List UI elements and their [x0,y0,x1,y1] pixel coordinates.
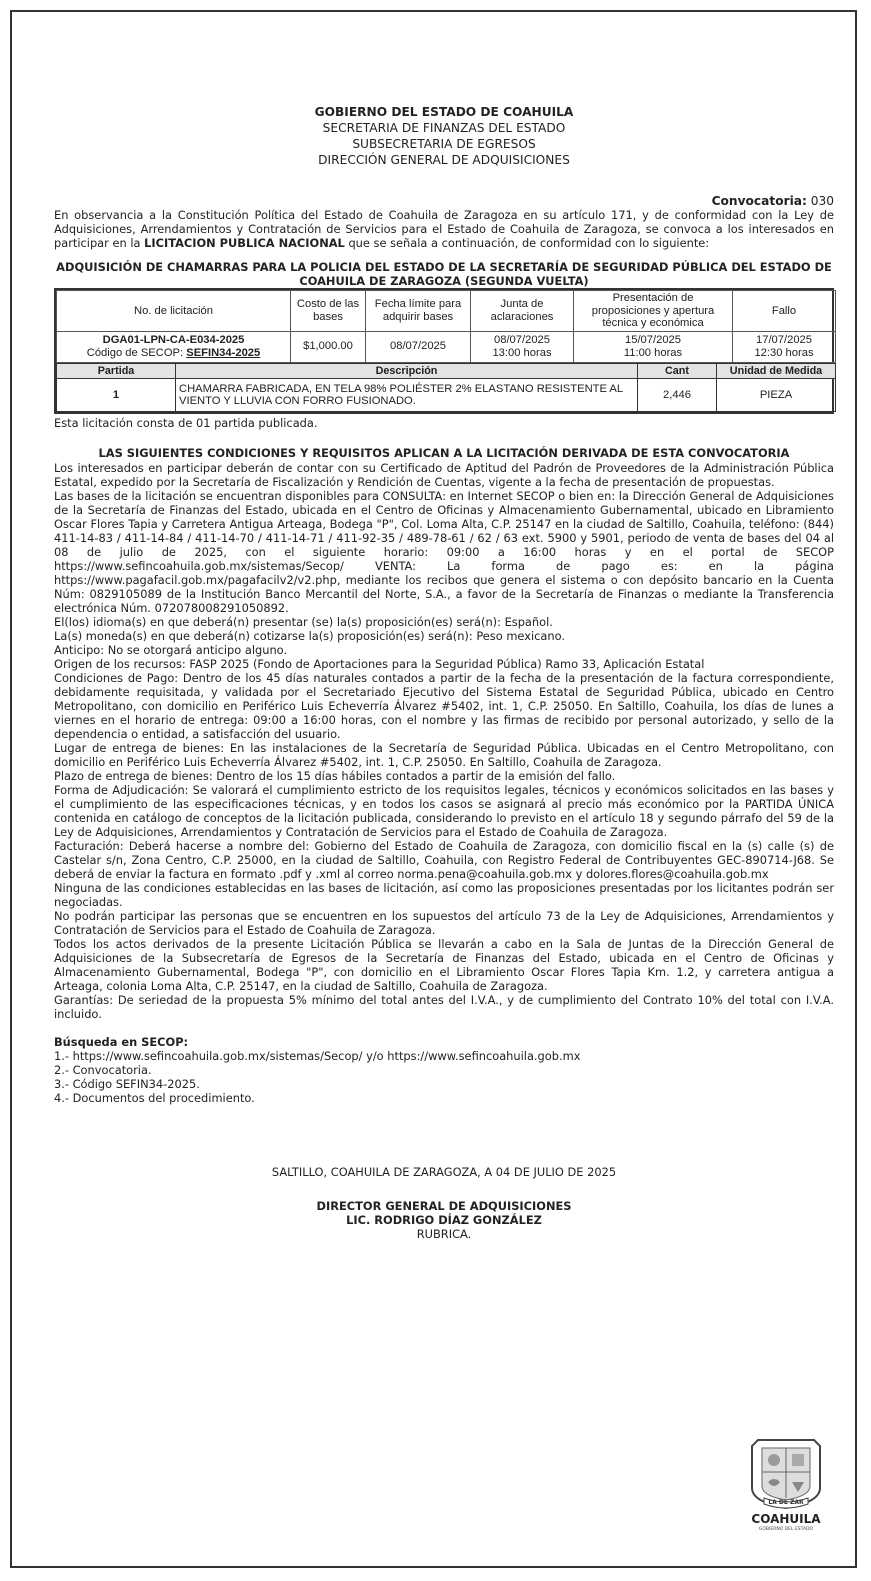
intro-text-end: que se señala a continuación, de conformidad con lo siguiente: [344,236,710,250]
items-table-row [57,379,836,412]
condition-paragraph: Plazo de entrega de bienes: Dentro de los 15 días hábiles contados a partir de la emisión del fallo. [54,769,616,783]
condition-paragraph: Forma de Adjudicación: Se valorará el cumplimiento estricto de los requisitos legales, técnicos y económicos solicitados en las bases y el cumplimiento de las especificaciones técnicas, y en todos los casos se asignará al precio más económico por la PARTIDA ÚNICA contenida en catálogo de conceptos de la licitación publicada, considerando lo previsto en el artículo 18 y segundo párrafo del 59 de la Ley de Adquisiciones, Arrendamientos y Contratación de Servicios para el Estado de Coahuila de Zaragoza. [54,783,834,839]
signature-title: DIRECTOR GENERAL DE ADQUISICIONES [316,1199,572,1213]
signature-name: LIC. RODRIGO DÍAZ GONZÁLEZ [346,1213,542,1227]
fallo-date: 17/07/2025 [756,334,812,346]
secop-search-item: 4.- Documentos del procedimiento. [54,1091,255,1105]
place-date: SALTILLO, COAHUILA DE ZARAGOZA, A 04 DE JULIO DE 2025 [271,1165,617,1179]
signature-block [54,1199,834,1241]
fecha-limite-cell: 08/07/2025 [366,331,471,362]
logo-subtext: GOBIERNO DEL ESTADO [758,1527,814,1532]
cantidad-cell: 2,446 [638,379,717,412]
condition-paragraph: Las bases de la licitación se encuentran disponibles para CONSULTA: en Internet SECOP o bien en: la Dirección General de Adquisiciones de la Secretaría de Finanzas del Estado, ubicada en el Centro de Oficinas y Almacenamiento Gubernamental, ubicado en Libramiento Oscar Flores Tapia y Carretera Antigua Arteaga, Bodega "P", Col. Loma Alta, C.P. 25147 en la ciudad de Saltillo, Coahuila, teléfono: (844) 411-14-83 / 411-14-84 / 411-14-70 / 411-14-71 / 411-92-35 / 489-78-61 / 62 / 63 ext. 5900 y 5901, periodo de venta de bases del 04 al 08 de julio de 2025, con el siguiente horario: 09:00 a 16:00 horas y en el portal de SECOP https://www.sefincoahuila.gob.mx/sistemas/Secop/ VENTA: La forma de pago es: en la página https://www.pagafacil.gob.mx/pagafacilv2/v2.php, mediante los recibos que genera el sistema o con depósito bancario en la Cuenta Núm: 0829105089 de la Institución Banco Mercantil del Norte, S.A., a favor de la Secretaría de Finanzas o mediante la Transferencia electrónica Núm. 072078008291050892. [54,489,834,615]
intro-text: En observancia a la Constitución Política del Estado de Coahuila de Zaragoza en su artículo 171, y de conformidad con la Ley de Adquisiciones, Arrendamientos y Contratación de Servicios para el Estado de Coahuila de Zaragoza, se convoca a los interesados en participar en la [54,208,834,250]
secop-search-item: 1.- https://www.sefincoahuila.gob.mx/sistemas/Secop/ y/o https://www.sefincoahuila.gob.mx [54,1049,581,1063]
condition-paragraph: Condiciones de Pago: Dentro de los 45 días naturales contados a partir de la fecha de la presentación de la factura correspondiente, debidamente requisitada, y validada por el Secretariado Ejecutivo del Sistema Estatal de Seguridad Pública, ubicado en Centro Metropolitano, con domicilio en Periférico Luis Echeverría Álvarez #5402, int. 1, C.P. 25050. En Saltillo, Coahuila, los días de lunes a viernes en el horario de entrega: 09:00 a 16:00 horas, con el nombre y las firmas de recibido por personal autorizado, y sello de la dependencia o entidad, a satisfacción del usuario. [54,671,834,741]
items-table [56,363,836,413]
consta-note: Esta licitación consta de 01 partida publicada. [54,416,318,430]
conditions-list [54,461,834,1021]
secop-search [54,1035,834,1105]
col-header: Fecha límite para adquirir bases [366,291,471,332]
secop-search-item: 2.- Convocatoria. [54,1063,152,1077]
col-header: Fallo [733,291,836,332]
col-header: Junta de aclaraciones [471,291,574,332]
licitacion-number: DGA01-LPN-CA-E034-2025 [102,334,245,346]
header-line-4: DIRECCIÓN GENERAL DE ADQUISICIONES [318,153,570,167]
condition-paragraph: Garantías: De seriedad de la propuesta 5% mínimo del total antes del I.V.A., y de cumplimiento del Contrato 10% del total con I.V.A. incluido. [54,993,834,1021]
condition-paragraph: La(s) moneda(s) en que deberá(n) cotizarse la(s) proposición(es) será(n): Peso mexicano. [54,629,565,643]
condition-paragraph: Facturación: Deberá hacerse a nombre del: Gobierno del Estado de Coahuila de Zaragoza, con domicilio fiscal en la (s) calle (s) de Castelar s/n, Zona Centro, C.P. 25000, en la ciudad de Saltillo, Coahuila, con Registro Federal de Contribuyentes GEC-890714-J68. Se deberá de enviar la factura en formato .pdf y .xml al correo norma.pena@coahuila.gob.mx y dolores.flores@coahuila.gob.mx [54,839,834,881]
junta-date: 08/07/2025 [494,334,550,346]
header-line-1: GOBIERNO DEL ESTADO DE COAHUILA [314,105,574,119]
junta-cell [471,331,574,362]
costo-cell: $1,000.00 [291,331,366,362]
presentacion-date: 15/07/2025 [625,334,681,346]
secop-code-label: Código de SECOP: [86,346,187,359]
conditions-title: LAS SIGUIENTES CONDICIONES Y REQUISITOS APLICAN A LA LICITACIÓN DERIVADA DE ESTA CONVOCATORIA [98,446,790,460]
logo-ribbon: LA DE ZAR [768,1499,804,1506]
condition-paragraph: Lugar de entrega de bienes: En las instalaciones de la Secretaría de Seguridad Pública. Ubicadas en el Centro Metropolitano, con domicilio en Periférico Luis Echeverría Álvarez #5402, int. 1, C.P. 25050. En Saltillo, Coahuila de Zaragoza. [54,741,834,769]
secop-search-item: 3.- Código SEFIN34-2025. [54,1077,200,1091]
document-header [54,104,834,168]
condition-paragraph: Anticipo: No se otorgará anticipo alguno. [54,643,288,657]
tender-table-header [57,291,836,332]
signature-note: RUBRICA. [416,1227,472,1241]
condition-paragraph: Los interesados en participar deberán de contar con su Certificado de Aptitud del Padrón de Proveedores de la Administración Pública Estatal, expedido por la Secretaría de Fiscalización y Rendición de Cuentas, vigente a la fecha de presentación de propuestas. [54,461,834,489]
document-body [54,104,834,1241]
intro-paragraph [54,208,834,250]
col-header: No. de licitación [57,291,291,332]
col-header: Unidad de Medida [717,363,836,379]
tender-table-row [57,331,836,362]
col-header: Costo de las bases [291,291,366,332]
fallo-cell [733,331,836,362]
convocatoria-number [54,194,834,208]
coahuila-logo [738,1432,834,1532]
intro-bold: LICITACION PUBLICA NACIONAL [144,236,345,250]
descripcion-cell: CHAMARRA FABRICADA, EN TELA 98% POLIÉSTER 2% ELASTANO RESISTENTE AL VIENTO Y LLUVIA CON FORRO FUSIONADO. [176,379,638,412]
col-header: Cant [638,363,717,379]
secop-search-title: Búsqueda en SECOP: [54,1035,189,1049]
presentacion-time: 11:00 horas [623,346,683,359]
logo-text: COAHUILA [751,1512,821,1526]
header-line-3: SUBSECRETARIA DE EGRESOS [352,137,536,151]
items-table-header [57,363,836,379]
secop-code-line [60,347,287,360]
condition-paragraph: El(los) idioma(s) en que deberá(n) presentar (se) la(s) proposición(es) será(n): Español. [54,615,553,629]
tender-table [56,290,836,363]
condition-paragraph: Ninguna de las condiciones establecidas en las bases de licitación, así como las proposiciones presentadas por los licitantes podrán ser negociadas. [54,881,834,909]
col-header: Partida [57,363,176,379]
presentacion-cell [574,331,733,362]
acquisition-title: ADQUISICIÓN DE CHAMARRAS PARA LA POLICIA DEL ESTADO DE LA SECRETARÍA DE SEGURIDAD PÚBLICA DEL ESTADO DE COAHUILA DE ZARAGOZA (SEGUNDA VUELTA) [56,260,832,288]
tender-tables [54,288,834,414]
condition-paragraph: Origen de los recursos: FASP 2025 (Fondo de Aportaciones para la Seguridad Pública) Ramo 33, Aplicación Estatal [54,657,705,671]
secop-code: SEFIN34-2025 [186,346,261,359]
unidad-cell: PIEZA [717,379,836,412]
junta-time: 13:00 horas [492,346,552,359]
convocatoria-label: Convocatoria: [711,194,807,208]
col-header: Descripción [176,363,638,379]
col-header: Presentación de proposiciones y apertura técnica y económica [574,291,733,332]
header-line-2: SECRETARIA DE FINANZAS DEL ESTADO [322,121,566,135]
condition-paragraph: Todos los actos derivados de la presente Licitación Pública se llevarán a cabo en la Sala de Juntas de la Dirección General de Adquisiciones de la Subsecretaría de Egresos de la Secretaría de Finanzas del Estado, ubicada en el Centro de Oficinas y Almacenamiento Gubernamental, Bodega "P", con domicilio en el Libramiento Oscar Flores Tapia Km. 1.2, y carretera antigua a Arteaga, colonia Loma Alta, C.P. 25147, en la ciudad de Saltillo, Coahuila de Zaragoza. [54,937,834,993]
fallo-time: 12:30 horas [754,346,814,359]
condition-paragraph: No podrán participar las personas que se encuentren en los supuestos del artículo 73 de la Ley de Adquisiciones, Arrendamientos y Contratación de Servicios para el Estado de Coahuila de Zaragoza. [54,909,834,937]
coat-of-arms-icon [738,1432,834,1532]
partida-cell: 1 [57,379,176,412]
convocatoria-value: 030 [810,194,834,208]
licitacion-cell [57,331,291,362]
